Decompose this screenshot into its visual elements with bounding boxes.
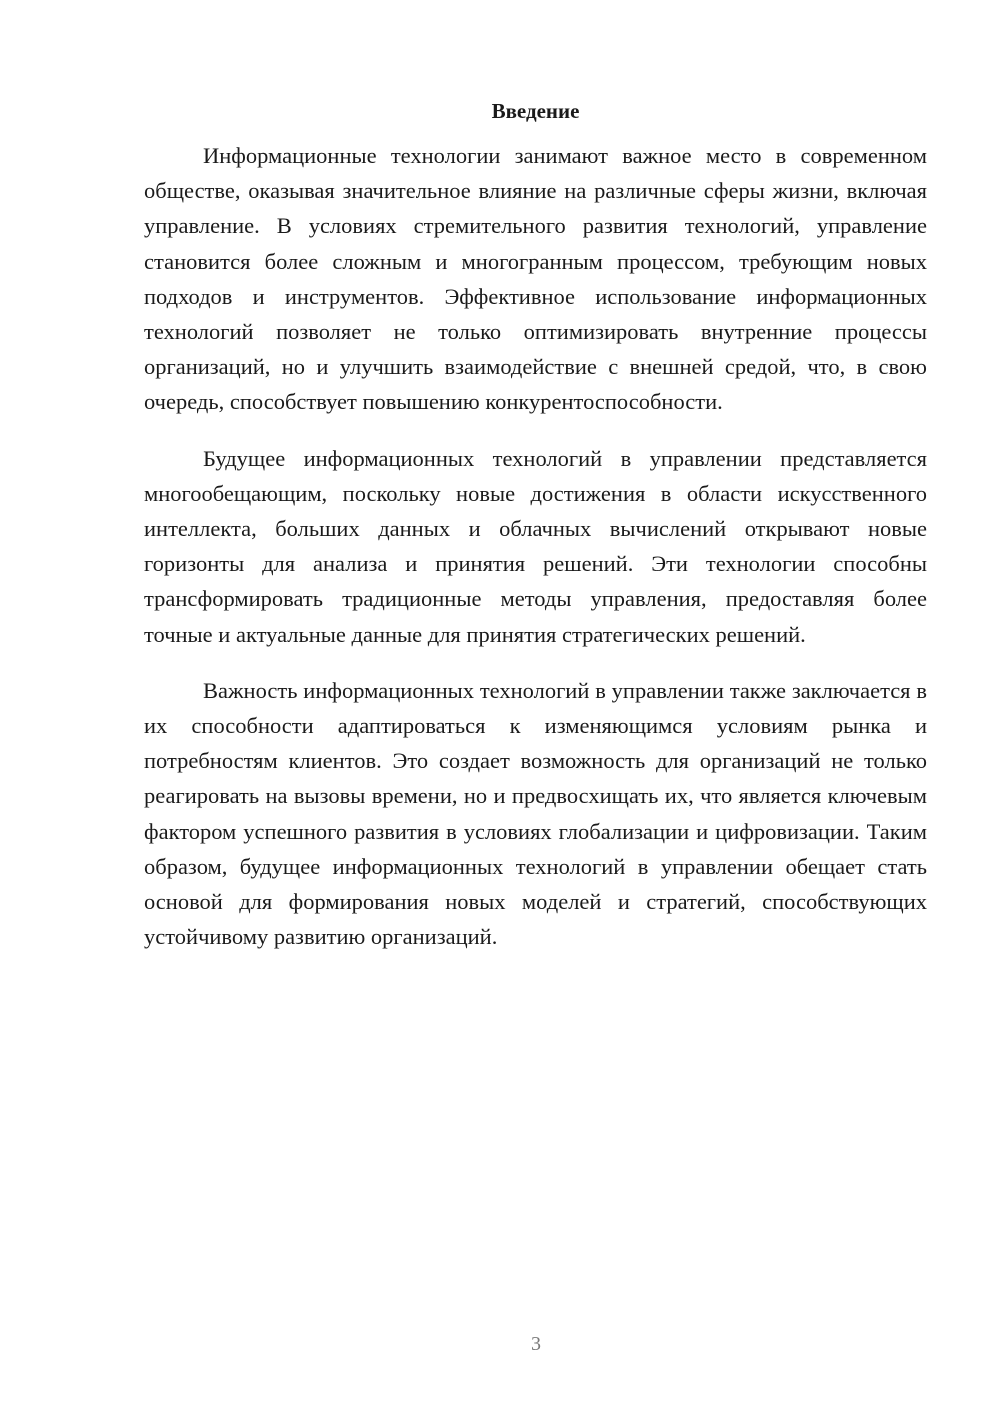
- section-heading: Введение: [491, 99, 580, 123]
- page-content: [144, 96, 927, 975]
- paragraph-2: Будущее информационных технологий в управлении представляется многообещающим, поскольку новые достижения в области искусственного интеллекта, больших данных и облачных вычислений открывают новые горизонты для анализа и принятия решений. Эти технологии способны трансформировать традиционные методы управления, предоставляя более точные и актуальные данные для принятия стратегических решений.: [144, 445, 927, 647]
- paragraph-3: Важность информационных технологий в управлении также заключается в их способности адаптироваться к изменяющимся условиям рынка и потребностям клиентов. Это создает возможность для организаций не только реагировать на вызовы времени, но и предвосхищать их, что является ключевым фактором успешного развития в условиях глобализации и цифровизации. Таким образом, будущее информационных технологий в управлении обещает стать основой для формирования новых моделей и стратегий, способствующих устойчивому развитию организаций.: [144, 677, 927, 950]
- page-number: 3: [531, 1333, 541, 1355]
- paragraph-1: Информационные технологии занимают важное место в современном обществе, оказывая значительное влияние на различные сферы жизни, включая управление. В условиях стремительного развития технологий, управление становится более сложным и многогранным процессом, требующим новых подходов и инструментов. Эффективное использование информационных технологий позволяет не только оптимизировать внутренние процессы организаций, но и улучшить взаимодействие с внешней средой, что, в свою очередь, способствует повышению конкурентоспособности.: [144, 143, 927, 415]
